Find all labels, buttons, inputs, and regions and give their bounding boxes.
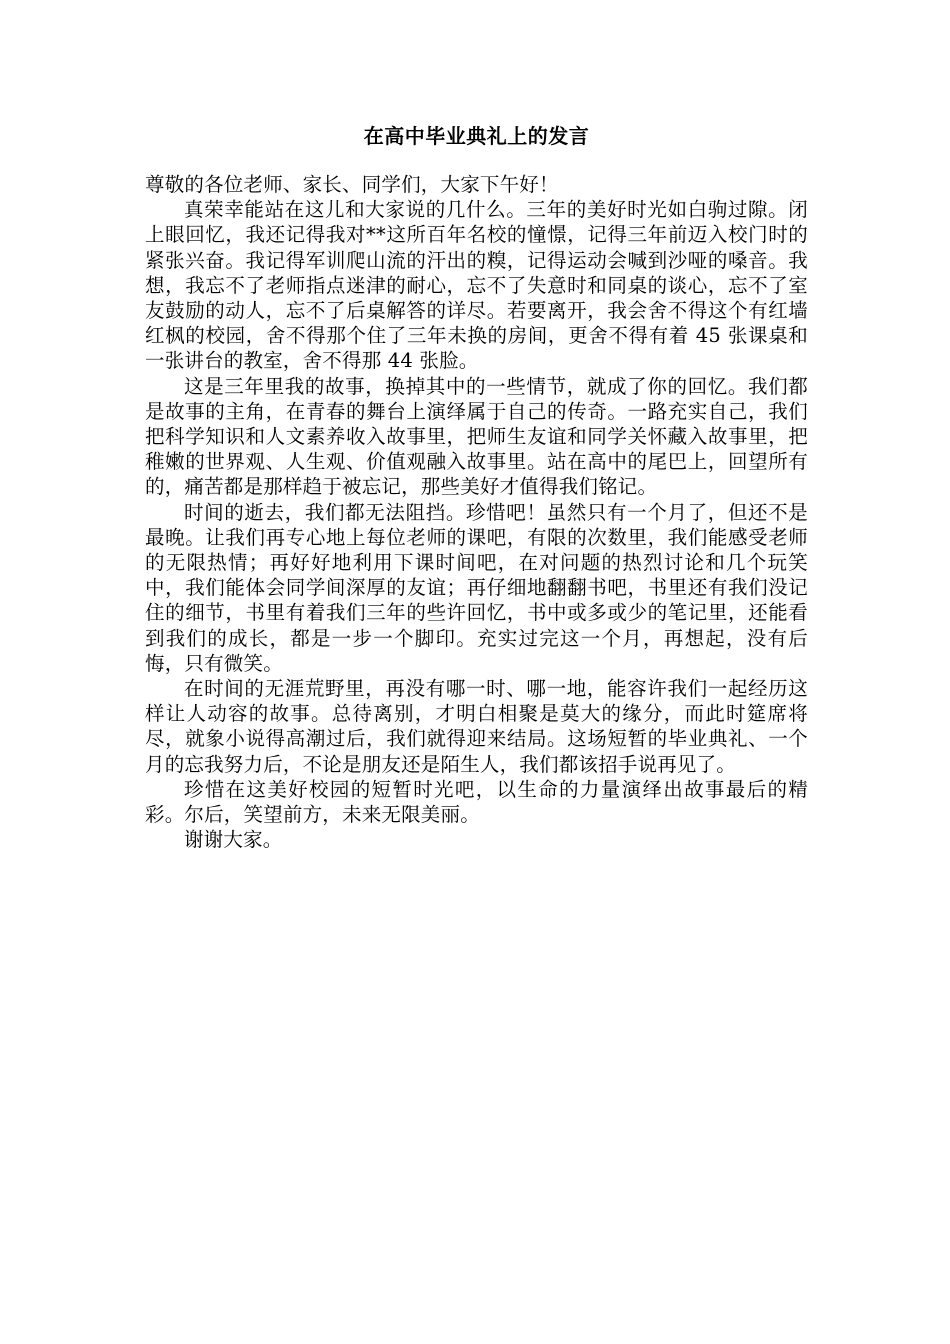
- document-title: 在高中毕业典礼上的发言: [363, 124, 590, 148]
- paragraph-4: 在时间的无涯荒野里，再没有哪一时、哪一地，能容许我们一起经历这样让人动容的故事。总待离别，才明白相聚是莫大的缘分，而此时筵席将尽，就象小说得高潮过后，我们就得迎来结局。这场短暂的毕业典礼、一个月的忘我努力后，不论是朋友还是陌生人，我们都该招手说再见了。: [145, 677, 808, 776]
- greeting-line: 尊敬的各位老师、家长、同学们，大家下午好！: [145, 173, 559, 196]
- paragraph-1: 真荣幸能站在这儿和大家说的几什么。三年的美好时光如白驹过隙。闭上眼回忆，我还记得我对**这所百年名校的憧憬，记得三年前迈入校门时的紧张兴奋。我记得军训爬山流的汗出的糗，记得运动会喊到沙哑的嗓音。我想，我忘不了老师指点迷津的耐心，忘不了失意时和同桌的谈心，忘不了室友鼓励的动人，忘不了后桌解答的详尽。若要离开，我会舍不得这个有红墙红枫的校园，舍不得那个住了三年未换的房间，更舍不得有着 45 张课桌和一张讲台的教室，舍不得那 44 张脸。: [145, 198, 808, 373]
- closing-line: 谢谢大家。: [184, 828, 283, 852]
- paragraph-2: 这是三年里我的故事，换掉其中的一些情节，就成了你的回忆。我们都是故事的主角，在青春的舞台上演绎属于自己的传奇。一路充实自己，我们把科学知识和人文素养收入故事里，把师生友谊和同学关怀藏入故事里，把稚嫩的世界观、人生观、价值观融入故事里。站在高中的尾巴上，回望所有的，痛苦都是那样趋于被忘记，那些美好才值得我们铭记。: [145, 374, 808, 499]
- paragraph-5: 珍惜在这美好校园的短暂时光吧，以生命的力量演绎出故事最后的精彩。尔后，笑望前方，未来无限美丽。: [145, 777, 808, 827]
- paragraph-3: 时间的逝去，我们都无法阻挡。珍惜吧！虽然只有一个月了，但还不是最晚。让我们再专心地上每位老师的课吧，有限的次数里，我们能感受老师的无限热情；再好好地利用下课时间吧，在对问题的热烈讨论和几个玩笑中，我们能体会同学间深厚的友谊；再仔细地翻翻书吧，书里还有我们没记住的细节，书里有着我们三年的些许回忆，书中或多或少的笔记里，还能看到我们的成长，都是一步一个脚印。充实过完这一个月，再想起，没有后悔，只有微笑。: [145, 500, 808, 675]
- document-body: [145, 120, 808, 852]
